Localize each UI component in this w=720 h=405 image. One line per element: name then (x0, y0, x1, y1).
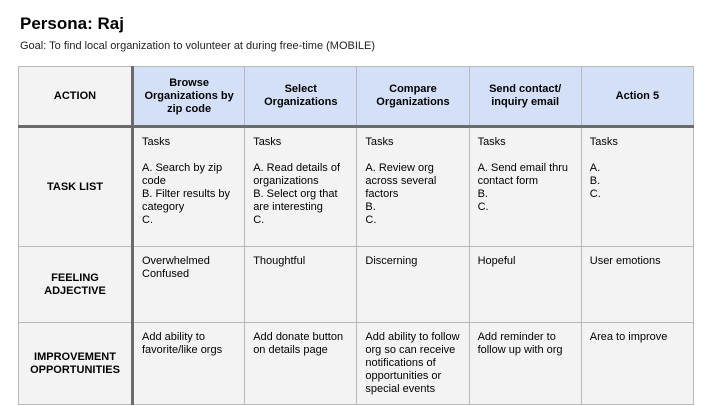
row-header-action-label: ACTION (53, 89, 97, 102)
improvement-line: favorite/like orgs (142, 344, 223, 356)
header-line: Browse (169, 76, 209, 89)
feeling-cell-3 (357, 247, 469, 323)
row-header-improvement-line: OPPORTUNITIES (30, 363, 120, 376)
task-cell-1 (133, 127, 245, 247)
tasks-label: Tasks (142, 136, 171, 148)
task-line: A. Read details of (253, 162, 341, 174)
task-line: B. Select org that (253, 188, 338, 200)
feeling-line: User emotions (589, 255, 661, 267)
feeling-cell-1 (133, 247, 245, 323)
improvement-line: Add ability to (142, 331, 205, 343)
feeling-line: Discerning (365, 255, 418, 267)
improvement-row (19, 323, 694, 405)
task-list-row (19, 127, 694, 247)
column-header-1 (133, 67, 245, 127)
tasks-label: Tasks (477, 136, 506, 148)
improvement-line: on details page (253, 344, 328, 356)
header-line: zip code (167, 102, 212, 115)
improvement-line: Add donate button (253, 331, 344, 343)
task-line: C. (365, 214, 377, 226)
task-line: are interesting (253, 201, 323, 213)
task-line: code (142, 175, 166, 187)
task-cell-3 (357, 127, 469, 247)
improvement-line: org so can receive (365, 344, 456, 356)
task-line: contact form (477, 175, 539, 187)
row-header-feeling-line: ADJECTIVE (44, 284, 106, 297)
task-line: B. (365, 201, 376, 213)
feeling-line: Overwhelmed (142, 255, 210, 267)
improvement-cell-2 (245, 323, 357, 405)
action-row (19, 67, 694, 127)
task-line: C. (589, 188, 601, 200)
task-line: C. (253, 214, 265, 226)
improvement-cell-1 (133, 323, 245, 405)
column-header-2 (245, 67, 357, 127)
task-line: A. Review org (365, 162, 434, 174)
task-cell-4 (469, 127, 581, 247)
row-header-feeling-line: FEELING (51, 271, 99, 284)
improvement-line: follow up with org (477, 344, 563, 356)
improvement-cell-3 (357, 323, 469, 405)
row-header-task-list-label: TASK LIST (46, 180, 103, 193)
improvement-line: Add reminder to (477, 331, 556, 343)
page-title: Persona: Raj (20, 14, 124, 33)
row-header-task-list (19, 127, 133, 247)
task-line: A. Send email thru (477, 162, 569, 174)
task-line: B. (589, 175, 601, 187)
tasks-label: Tasks (253, 136, 282, 148)
task-line: B. Filter results by (142, 188, 231, 200)
feeling-cell-5 (581, 247, 693, 323)
feeling-line: Confused (142, 268, 190, 280)
header-line: Compare (389, 83, 437, 95)
row-header-feeling (19, 247, 133, 323)
improvement-line: opportunities or (365, 370, 442, 382)
task-line: A. Search by zip (142, 162, 223, 174)
task-cell-5 (581, 127, 693, 247)
header-line: Select (284, 83, 317, 95)
improvement-cell-4 (469, 323, 581, 405)
feeling-line: Thoughtful (253, 255, 306, 267)
column-header-4 (469, 67, 581, 127)
feeling-line: Hopeful (477, 255, 516, 267)
feeling-row (19, 247, 694, 323)
journey-map-table (18, 66, 694, 405)
task-line: A. (589, 162, 601, 174)
improvement-line: special events (365, 383, 436, 395)
improvement-line: notifications of (365, 357, 436, 369)
row-header-action (19, 67, 133, 127)
improvement-cell-5 (581, 323, 693, 405)
task-line: organizations (253, 175, 319, 187)
header-line: inquiry email (491, 96, 560, 108)
header-line: Organizations (376, 96, 450, 108)
improvement-line: Area to improve (589, 331, 668, 343)
improvement-line: Add ability to follow (365, 331, 460, 343)
task-line: C. (477, 201, 489, 213)
feeling-cell-2 (245, 247, 357, 323)
task-line: C. (142, 214, 153, 226)
column-header-5 (581, 67, 693, 127)
task-line: factors (365, 188, 399, 200)
row-header-improvement (19, 323, 133, 405)
task-line: B. (477, 188, 488, 200)
feeling-cell-4 (469, 247, 581, 323)
task-line: across several (365, 175, 437, 187)
header-line: Organizations by (144, 89, 234, 102)
tasks-label: Tasks (589, 136, 618, 148)
tasks-label: Tasks (365, 136, 394, 148)
header-line: Organizations (264, 96, 338, 108)
column-header-3 (357, 67, 469, 127)
task-line: category (142, 201, 185, 213)
row-header-improvement-line: IMPROVEMENT (34, 350, 116, 363)
header-line: Send contact/ (489, 83, 562, 95)
header-line: Action 5 (615, 89, 660, 102)
goal-text: Goal: To find local organization to volunteer at during free-time (MOBILE) (20, 40, 376, 52)
task-cell-2 (245, 127, 357, 247)
